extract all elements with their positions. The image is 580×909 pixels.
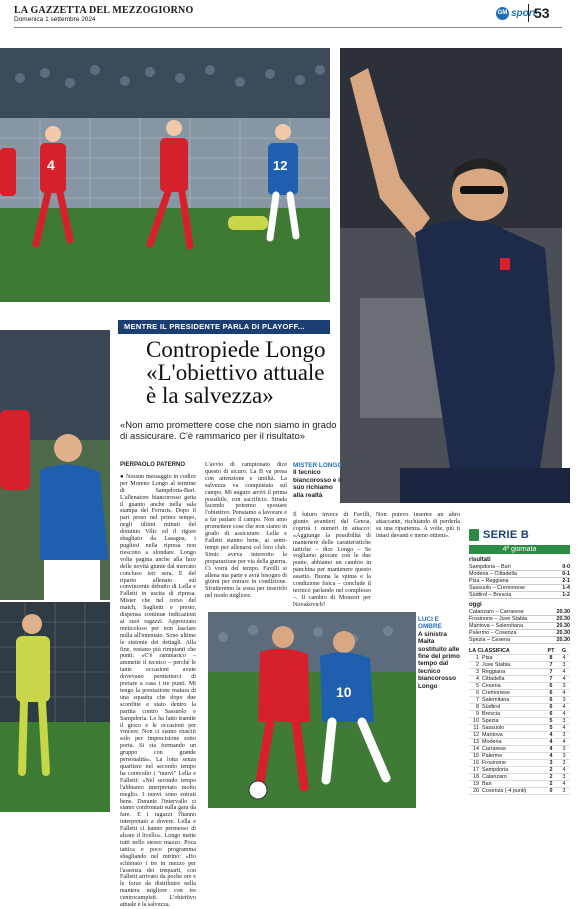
standings-g: 3 [562, 788, 566, 794]
standings-pt: 0 [549, 788, 553, 794]
goalkeeper-photo [0, 602, 110, 812]
standings-team: Palermo [482, 753, 503, 759]
fixture-row: Spezia – Cesena 20.30 [469, 637, 570, 643]
gm-logo-icon: GM [496, 7, 509, 20]
standings-g: 3 [562, 697, 566, 703]
serie-b-header [469, 527, 570, 542]
results-label: risultati [469, 557, 491, 563]
standings-team: Cesena [482, 683, 501, 689]
article-subhead: «Non amo promettere cose che non siamo in grado di assicurare. C'è rammarico per il risultato» [120, 420, 337, 442]
caption-text: A sinistra Maita sostituito alle fine del primo tempo dal tecnico biancorosso Longo [418, 630, 460, 690]
coach-photo [340, 48, 562, 503]
standings-pt: 6 [549, 704, 553, 710]
standings-g: 4 [562, 781, 566, 787]
standings-team: Carrarese [482, 746, 506, 752]
standings-header [469, 648, 570, 655]
table-label: LA CLASSIFICA [469, 648, 510, 654]
standings-pt: 6 [549, 690, 553, 696]
standings-pt: 4 [549, 739, 553, 745]
match-photo-drawing [0, 48, 330, 302]
standings-team: Cittadella [482, 676, 505, 682]
standings-row [469, 774, 570, 781]
standings-pos: 11 [473, 725, 479, 731]
standings-pos: 6 [476, 690, 479, 696]
standings-row [469, 669, 570, 676]
standings-team: Modena [482, 739, 502, 745]
standings-pos: 1 [476, 655, 479, 661]
standings-pt: 6 [549, 683, 553, 689]
standings-team: Cremonese [482, 690, 510, 696]
player-photo-left [0, 330, 110, 600]
result-row: Sampdoria – Bari 0-0 [469, 564, 570, 570]
standings-row [469, 788, 570, 795]
standings-g: 4 [562, 676, 566, 682]
standings-pos: 16 [473, 760, 479, 766]
standings-team: Südtirol [482, 704, 501, 710]
serie-b-logo-icon [469, 529, 479, 541]
article-byline: PIERPAOLO PATERNO [120, 462, 186, 468]
standings-pt: 2 [549, 774, 553, 780]
standings-pos: 12 [473, 732, 479, 738]
standings-row [469, 739, 570, 746]
standings-team: Spezia [482, 718, 499, 724]
standings-pt: 6 [549, 697, 553, 703]
standings-g: 4 [562, 725, 566, 731]
standings-pos: 18 [473, 774, 479, 780]
standings-g: 4 [562, 739, 566, 745]
caption-title: MISTER LONGO [293, 462, 343, 469]
standings-row [469, 732, 570, 739]
standings-pt: 2 [549, 781, 553, 787]
header-rule [14, 27, 562, 28]
result-row: Sassuolo – Cremonese 1-4 [469, 585, 570, 591]
fixture-row: Frosinone – Juve Stabia 20.30 [469, 616, 570, 622]
standings-team: Reggiana [482, 669, 506, 675]
standings-row [469, 683, 570, 690]
standings-pos: 2 [476, 662, 479, 668]
standings-pos: 7 [476, 697, 479, 703]
page-number: 53 [528, 4, 550, 22]
photo-caption-coach [293, 462, 343, 499]
article-kicker: MENTRE IL PRESIDENTE PARLA DI PLAYOFF... [118, 320, 330, 334]
article-headline: Contropiede Longo «L'obiettivo attuale è la salvezza» [146, 337, 326, 408]
standings-pos: 10 [473, 718, 479, 724]
photo-caption-duel [418, 616, 462, 690]
standings-g: 3 [562, 683, 566, 689]
standings-pt: 8 [549, 655, 553, 661]
today-list [469, 609, 570, 644]
standings-row [469, 718, 570, 725]
standings-pos: 13 [473, 739, 479, 745]
standings-list [469, 655, 570, 795]
standings-pt: 2 [549, 767, 553, 773]
standings-pt: 7 [549, 669, 553, 675]
standings-pt: 4 [549, 753, 553, 759]
article-column-1 [120, 462, 196, 909]
standings-g: 3 [562, 746, 566, 752]
standings-row [469, 753, 570, 760]
article-column-2: L'avvio di campionato dice questo di sicuro. La B va presa con attenzione e umiltà. La salvezza va conquistata sul campo. Mi auguro arrivi il prima possibile, con sacrificio. Strada facendo potremo spostare l'obiettivo. Pensiamo a lavorare e a far parlare il campo. Non amo promettere cose che non siamo in grado di assicurare. Lella e Falletti stanno bene, ai semi-tempi per allenarsi col loro club. Simic aveva interrotto la preparazione per via della guerra. Ci vorrà del tempo. Favilli si allena ma parte e avrà bisogno di giorni per entrare in condizione. Sfrutteremo la sosta per inserirlo nel modo migliore. [205, 462, 287, 600]
standings-team: Sassuolo [482, 725, 505, 731]
standings-team: Mantova [482, 732, 503, 738]
standings-row [469, 711, 570, 718]
player-photo-left-drawing [0, 330, 110, 600]
standings-row [469, 676, 570, 683]
results-list [469, 564, 570, 599]
standings-team: Cosenza (-4 punti) [482, 788, 527, 794]
standings-pos: 19 [473, 781, 479, 787]
standings-team: Frosinone [482, 760, 506, 766]
standings-team: Salernitana [482, 697, 510, 703]
result-row: Südtirol – Brescia 1-2 [469, 592, 570, 598]
standings-pt: 7 [549, 676, 553, 682]
standings-row [469, 760, 570, 767]
standings-row [469, 781, 570, 788]
result-row: Modena – Cittadella 0-1 [469, 571, 570, 577]
article-column-4: Non potevo inserire un altro attaccante, rischiando di perderla su una ripartenza. A volte, più ti intasi davanti e meno ottieni». [376, 512, 460, 539]
standings-pos: 15 [473, 753, 479, 759]
fixture-row: Palermo – Cosenza 20.30 [469, 630, 570, 636]
fixture-row: Mantova – Salernitana 20.30 [469, 623, 570, 629]
standings-row [469, 704, 570, 711]
standings-pt: 4 [549, 746, 553, 752]
standings-team: Brescia [482, 711, 500, 717]
standings-pt: 3 [549, 760, 553, 766]
league-name: SERIE B [483, 528, 530, 541]
caption-title: LUCI E OMBRE [418, 616, 442, 631]
standings-g: 4 [562, 690, 566, 696]
standings-pt: 5 [549, 725, 553, 731]
masthead: LA GAZZETTA DEL MEZZOGIORNO [14, 5, 194, 16]
standings-g: 3 [562, 662, 566, 668]
standings-g: 4 [562, 711, 566, 717]
standings-g: 3 [562, 774, 566, 780]
duel-photo-drawing [208, 612, 416, 808]
page-header [0, 0, 580, 36]
standings-pos: 3 [476, 669, 479, 675]
standings-pos: 9 [476, 711, 479, 717]
standings-pos: 17 [473, 767, 479, 773]
standings-team: Pisa [482, 655, 493, 661]
standings-g: 4 [562, 767, 566, 773]
serie-b-box [469, 527, 570, 795]
standings-row [469, 746, 570, 753]
standings-pt: 7 [549, 662, 553, 668]
coach-photo-drawing [340, 48, 562, 503]
section-name: sport [511, 7, 536, 19]
issue-date: Domenica 1 settembre 2024 [14, 16, 96, 23]
article-body-1: ● Nessun messaggio in codice per Moreno Longo al termine di Sampdoria-Bari. L'allenatore biancorosso getta il guanto anche nella sala stampa del Ferraris. Dopo il pari preso nel primo tempo, negli ultimi minuti del dominio Vilic ed il rigore sbagliato da Lasagna, i pugliesi nella ripresa non riescono a sfondare. Longo volta pagina anche alla luce delle novità giunte dal mercato concluso ieri sera. E del riparto allenato sul convincente debutto di Lella e Falletti in uscita di ripresa. Mister che nel corso del match, Saglietti e presto, dispensa continue indicazioni ai suoi ragazzi. Apprezzato meticoloso per non lasciare nulla all'intentato. Sono ultime le sintonie dei dettagli. Alla fine, restano più rimpianti che punti: «C'è rammarico – ammette il tecnico – perché le tante occasioni avute dovevano permetterci di portare a casa i tre punti. Mi tengo la prestazione matura di una squadra che dopo due sconfitte e stato dentro la partita contro Sassuolo e Sampdoria. Lo ha fatto tramite il gioco e le occasioni per vincere. Non ci siamo riusciti solo per imprecisione sotto porta. Si sta formando un gruppo con grande personalità». La lotta senza quartiere nel secondo tempo ha coinvolto i "nuovi" Lella e Falletti: «Nel secondo tempo l'abbiamo interpretato molto meglio. I nuovi sono entrati bene. Durante l'intervallo ci siamo confrontati sulla gara da fare. E i ragazzi l'hanno interpretato a dovere. Lella e Falletti ci hanno permesso di alzare il livello». Longo mette tutti nello stesso mazzo. Poca tattica e poco programma sbagliando nel mirino: «Ho schierato i tre in mezzo per l'assenza dei trequarti, con Falletti arrivato da poche ore e le forze da distribuire nella maniera migliore con tre centrocampisti. L'obiettivo attuale è la salvezza. [120, 473, 196, 909]
col-points: PT [547, 648, 555, 654]
standings-row [469, 662, 570, 669]
caption-text: Il tecnico biancorosso e il suo richiamo alla realtà [293, 469, 342, 499]
standings-team: Juve Stabia [482, 662, 511, 668]
fixture-row: Catanzaro – Carrarese 20.30 [469, 609, 570, 615]
shirt-number-b: 12 [273, 158, 288, 173]
standings-g: 4 [562, 704, 566, 710]
standings-pos: 8 [476, 704, 479, 710]
standings-pt: 5 [549, 718, 553, 724]
col-games: G [561, 648, 567, 654]
duel-photo [208, 612, 416, 808]
match-photo-goal [0, 48, 330, 302]
standings-row [469, 690, 570, 697]
standings-team: Sampdoria [482, 767, 509, 773]
duel-shirt-number: 10 [336, 684, 352, 700]
standings-g: 3 [562, 760, 566, 766]
standings-row [469, 767, 570, 774]
article-column-3: Il futuro invece di Favilli, giunto avantieri dal Genoa, coprirà i numeri in attacco: «Aggiunge la possibilità di mantenere delle caratteristiche tattiche – dice Longo – Se vogliamo giocare con le due punte, abbiamo un cambio in panchina per mantenere questo assetto. Buona la spinta e la condizione fisica – conclude il tecnico parlando nel complesso –. Il cambio di Monzeri per Novakovich? [293, 512, 371, 608]
round-banner: 4ª giornata [469, 545, 570, 554]
standings-pos: 4 [476, 676, 479, 682]
result-row: Pisa – Reggiana 2-1 [469, 578, 570, 584]
standings-g: 4 [562, 669, 566, 675]
standings-pt: 6 [549, 711, 553, 717]
standings-pos: 5 [476, 683, 479, 689]
today-label: oggi [469, 602, 482, 608]
standings-g: 3 [562, 732, 566, 738]
standings-row [469, 655, 570, 662]
goalkeeper-photo-drawing [0, 602, 110, 812]
standings-team: Bari [482, 781, 492, 787]
standings-g: 3 [562, 753, 566, 759]
standings-row [469, 725, 570, 732]
standings-pos: 20 [473, 788, 479, 794]
standings-row [469, 697, 570, 704]
standings-g: 3 [562, 718, 566, 724]
standings-team: Catanzaro [482, 774, 507, 780]
standings-pt: 4 [549, 732, 553, 738]
shirt-number-a: 4 [47, 157, 55, 173]
standings-g: 4 [562, 655, 566, 661]
standings-pos: 14 [473, 746, 479, 752]
